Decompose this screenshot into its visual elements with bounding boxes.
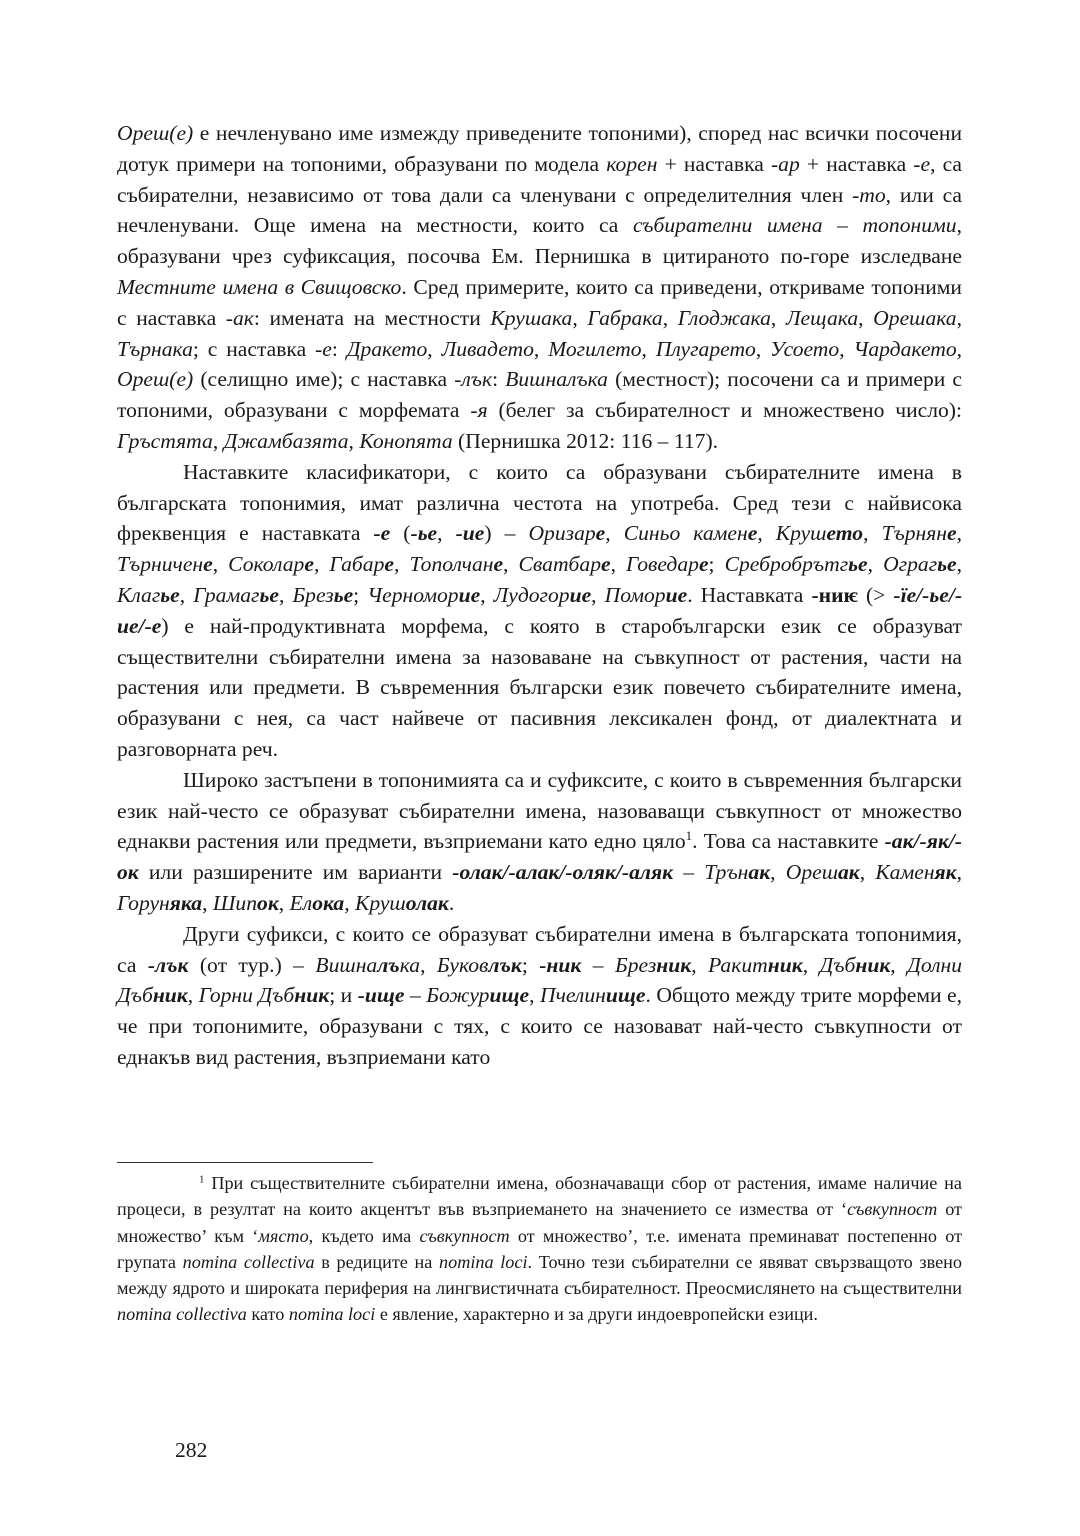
text-run: -ье — [410, 521, 438, 546]
text-run: Наставките класификатори, с които са образувани събирателните имена в българската топонимия, имат различна честота на употреба. Сред тези с найвисока фреквенция е наставката — [117, 459, 962, 546]
text-run: ник — [767, 952, 803, 977]
text-run: Круш — [355, 890, 406, 915]
text-run: ник — [855, 952, 891, 977]
text-run: -ак — [225, 305, 254, 330]
text-run: Габрака — [587, 305, 663, 330]
text-run: , — [437, 521, 456, 546]
text-run: -олак/-алак/-оляк/-аляк — [452, 860, 674, 885]
text-run: , — [956, 305, 963, 330]
text-run: Сребробрътг — [724, 552, 849, 577]
text-run: . — [448, 890, 455, 915]
text-run: Пчелин — [539, 983, 606, 1008]
text-run: . Точно тези събирателни се явяват свързващото звено между ядрото и широката периферия на лингвистичната събирателност. Преосмислянето на съществителни — [117, 1251, 962, 1299]
text-run: , — [757, 521, 776, 546]
footnote-separator — [117, 1162, 373, 1163]
text-run: Плугарето — [655, 336, 756, 361]
text-run: Глоджака — [677, 305, 771, 330]
text-run: ) е най-продуктивната морфема, с която в старобългарски език се образуват съществителни събирателни имена за назоваване на съвкупност от растения, части на растения или предмети. В съвременния български език повечето събирателните имена, образувани с нея, са част найвече от пасивния лексикален фонд, от диалектната и разговорната реч. — [117, 613, 962, 761]
text-run: е — [747, 521, 758, 546]
text-run: лъ — [377, 952, 400, 977]
text-run: , — [755, 336, 771, 361]
text-run: (от тур.) – — [188, 952, 316, 977]
main-text — [117, 118, 962, 1073]
text-run: -ник — [539, 952, 582, 977]
text-run: – — [673, 860, 705, 885]
text-run: съвкупност — [419, 1225, 510, 1246]
text-run: Гръстята — [117, 428, 213, 453]
text-run: -е — [373, 521, 391, 546]
text-run: (селищно име); с наставка — [193, 367, 455, 392]
text-run: , — [662, 305, 678, 330]
text-run: е нечленувано име измежду приведените топоними), според нас всички посочени дотук примери на топоними, образувани по модела — [117, 121, 962, 176]
text-run: лък — [488, 952, 522, 977]
text-run: : — [492, 367, 506, 392]
text-run: : имената на местности — [253, 305, 491, 330]
text-run: ье — [848, 552, 868, 577]
text-run: в редиците на — [314, 1251, 440, 1272]
text-run: , — [802, 952, 820, 977]
text-run: , — [890, 952, 908, 977]
text-run: . Наставката — [687, 582, 812, 607]
text-run: При съществителните събирателни имена, обозначаващи сбор от растения, имаме наличие на процеси, в резултат на които акцентът във възприемането на значението се измества от ‘ — [117, 1173, 962, 1220]
text-run: Ракит — [708, 952, 768, 977]
text-run: , са събирателни, независимо от това дали са членувани с определителния член — [117, 151, 963, 207]
text-run: ; — [708, 552, 725, 577]
text-run: съвкупност — [847, 1199, 938, 1220]
text-run: , — [179, 582, 194, 607]
text-run: (Пернишка 2012: 116 – 117). — [452, 428, 719, 453]
text-run: Чардакето — [853, 336, 957, 361]
text-run: (местност); посочени са и примери с топоними, образувани с морфемата — [117, 367, 962, 423]
text-run: Брез — [615, 952, 657, 977]
text-run: , — [610, 552, 627, 577]
text-run: , — [503, 552, 519, 577]
text-run: . Общото между трите морфеми е, че при топонимите, образувани с тях, с които се назовават най-често съвкупности от еднакъв вид растения, възприемани като — [117, 983, 963, 1069]
text-run: е — [304, 552, 314, 577]
text-run: , — [480, 582, 494, 607]
text-run: -лък — [454, 367, 493, 392]
text-run: Круш — [775, 521, 827, 546]
text-run: ( — [390, 521, 411, 546]
text-run: , — [956, 521, 963, 546]
text-run: Лещака — [785, 305, 859, 330]
text-run: яка — [169, 890, 203, 915]
text-run: , — [278, 582, 293, 607]
text-run: ето — [826, 521, 864, 546]
text-run: , — [393, 552, 410, 577]
text-run: , — [770, 860, 786, 885]
text-run: , — [202, 890, 213, 915]
text-run: Усоето — [770, 336, 840, 361]
text-run: , — [572, 305, 588, 330]
text-run: (> — [857, 582, 894, 607]
text-run: корен — [606, 151, 658, 176]
footnote-marker: 1 — [199, 1173, 205, 1186]
text-run: . Това са наставките — [692, 829, 885, 854]
text-run: -ие — [455, 521, 485, 546]
text-run: , — [278, 890, 290, 915]
text-run: Божур — [426, 983, 490, 1008]
text-run: : — [331, 336, 347, 361]
text-run: ие — [665, 582, 688, 607]
text-run: Буков — [436, 952, 489, 977]
text-run: от множество’ към ‘ — [117, 1199, 962, 1246]
text-run: Горни Дъб — [198, 983, 295, 1008]
text-run: Конопята — [359, 428, 453, 453]
text-run: nomina collectiva — [117, 1304, 247, 1325]
text-run: е — [384, 552, 394, 577]
text-run: Широко застъпени в топонимията са и суфиксите, с които в съвременния български език най-често се образуват събирателни имена, назоваващи съвкупност от множество еднакви растения или предмети, възприемани като едно цяло — [117, 767, 962, 854]
text-run: Търничен — [117, 552, 204, 577]
text-run: Ореш(е) — [117, 367, 194, 392]
paragraph-1 — [117, 118, 962, 457]
text-run: ище — [605, 983, 646, 1008]
text-run: – — [404, 983, 427, 1008]
text-run: Горун — [117, 890, 170, 915]
text-run: ) – — [484, 521, 529, 546]
text-run: ак — [838, 860, 860, 885]
footnote-1 — [117, 1170, 962, 1328]
text-run: , — [956, 860, 963, 885]
paragraph-4 — [117, 919, 962, 1073]
text-run: -я — [470, 398, 488, 423]
text-run: , — [187, 983, 199, 1008]
text-run: -е — [315, 336, 332, 361]
paragraph-3 — [117, 765, 962, 919]
text-run: ье — [160, 582, 180, 607]
text-run: , — [420, 952, 437, 977]
text-run: Грамаг — [193, 582, 260, 607]
text-run: Клаг — [117, 582, 161, 607]
text-run: ок — [257, 890, 279, 915]
text-run: , — [313, 552, 330, 577]
text-run: ; и — [329, 983, 358, 1008]
text-run: , където има — [308, 1225, 420, 1246]
text-run: Ел — [289, 890, 313, 915]
text-run: , или са нечленувани. Още имена на местности, които са — [117, 182, 962, 238]
text-run: -то — [852, 182, 886, 207]
text-run: Говедар — [626, 552, 699, 577]
text-run: Дракето — [346, 336, 428, 361]
text-run: ; — [521, 952, 540, 977]
text-run: Ореш — [785, 860, 838, 885]
text-run: , — [859, 860, 876, 885]
text-run: -ïе/-ье/-ие/-е — [117, 582, 963, 638]
text-run: олак — [405, 890, 449, 915]
text-run: , — [344, 890, 355, 915]
text-run: Ограг — [883, 552, 938, 577]
text-run: Долни Дъб — [117, 952, 963, 1008]
text-run: ; — [353, 582, 368, 607]
text-run: (белег за събирателност и множествено число): — [487, 398, 962, 423]
text-run: Оризар — [528, 521, 596, 546]
text-run: е — [601, 552, 611, 577]
text-run: -лък — [147, 952, 189, 977]
text-run: , — [529, 983, 540, 1008]
text-run: -е — [913, 151, 931, 176]
text-run: Вишна — [315, 952, 378, 977]
text-run: Местните имена в Свищовско — [117, 274, 402, 299]
text-run: е — [698, 552, 709, 577]
text-run: Дъб — [819, 952, 856, 977]
text-run: е — [203, 552, 213, 577]
text-run: Ливадето — [441, 336, 534, 361]
text-run: nomina loci — [439, 1251, 528, 1272]
footnote-marker: 1 — [685, 828, 693, 844]
text-run: nomina loci — [288, 1304, 376, 1325]
text-run: ище — [489, 983, 530, 1008]
text-run: , — [839, 336, 854, 361]
text-run: Търнян — [881, 521, 948, 546]
text-run: Черномор — [367, 582, 459, 607]
text-run: Могилето — [548, 336, 642, 361]
text-run: -ище — [357, 983, 405, 1008]
text-run: + наставка — [657, 151, 771, 176]
text-run: Други суфикси, с които се образуват събирателни имена в българската топонимия, са — [117, 921, 962, 977]
text-run: Крушака — [490, 305, 573, 330]
text-run: ие — [458, 582, 481, 607]
paragraph-2 — [117, 457, 962, 765]
text-run: , — [858, 305, 874, 330]
text-run: Ореш(е) — [117, 121, 194, 145]
text-run: Джамбазята — [223, 428, 349, 453]
text-run: . Сред примерите, които са приведени, откриваме топоними с наставка — [117, 274, 962, 330]
text-run: – — [581, 952, 616, 977]
text-run: събирателни имена – топоними — [632, 213, 957, 238]
text-run: Камен — [875, 860, 935, 885]
text-run: ник — [656, 952, 692, 977]
text-run: ник — [152, 983, 188, 1008]
text-run: -ар — [770, 151, 800, 176]
text-run: е явление, характерно и за други индоевропейски езици. — [375, 1304, 818, 1325]
text-run: , — [212, 552, 229, 577]
text-run: , — [956, 336, 963, 361]
text-run: , — [212, 428, 224, 453]
text-run: е — [595, 521, 606, 546]
text-run: , — [605, 521, 624, 546]
text-run: Синьо камен — [623, 521, 748, 546]
text-run: ье — [937, 552, 957, 577]
text-run: , — [863, 521, 882, 546]
text-run: , — [770, 305, 786, 330]
text-run: ье — [259, 582, 279, 607]
text-run: Лудогор — [493, 582, 570, 607]
text-run: място — [258, 1225, 309, 1246]
text-run: ка — [399, 952, 421, 977]
text-run: nomina collectiva — [182, 1251, 315, 1272]
page-number: 282 — [175, 1438, 208, 1462]
text-run: як — [934, 860, 957, 885]
text-run: е — [493, 552, 504, 577]
text-run: Тополчан — [409, 552, 494, 577]
text-run: Соколар — [228, 552, 305, 577]
text-run: ие — [569, 582, 592, 607]
text-run: -ак/-як/-ок — [117, 829, 962, 885]
text-run: Брез — [292, 582, 334, 607]
text-run: + наставка — [799, 151, 914, 176]
text-run: , — [956, 552, 963, 577]
text-run: , — [348, 428, 360, 453]
text-run: , — [533, 336, 549, 361]
text-run: е — [947, 521, 957, 546]
text-run: , — [691, 952, 709, 977]
text-run: Търнака — [117, 336, 193, 361]
text-run: , — [641, 336, 656, 361]
text-run: , — [427, 336, 442, 361]
text-run: , — [867, 552, 884, 577]
text-run: Орешака — [873, 305, 957, 330]
text-run: ник — [294, 983, 330, 1008]
text-run: Трън — [704, 860, 749, 885]
text-run: Габар — [329, 552, 385, 577]
text-run: , образувани чрез суфиксация, посочва Ем. Пернишка в цитираното по-горе изследване — [117, 213, 962, 269]
text-run: или разширените им варианти — [138, 860, 453, 885]
text-run: Сватбар — [518, 552, 601, 577]
text-run: от множество’, т.е. имената преминават постепенно от групата — [117, 1225, 963, 1272]
text-run: , — [591, 582, 605, 607]
text-run: Шип — [212, 890, 258, 915]
text-run: ак — [748, 860, 771, 885]
text-run: ока — [312, 890, 345, 915]
text-run: ье — [333, 582, 354, 607]
text-run: ; с наставка — [192, 336, 316, 361]
text-run: Вишналъка — [505, 367, 608, 392]
text-run: -ниѥ — [811, 582, 858, 607]
text-run: като — [246, 1304, 289, 1325]
text-run: Помор — [604, 582, 666, 607]
